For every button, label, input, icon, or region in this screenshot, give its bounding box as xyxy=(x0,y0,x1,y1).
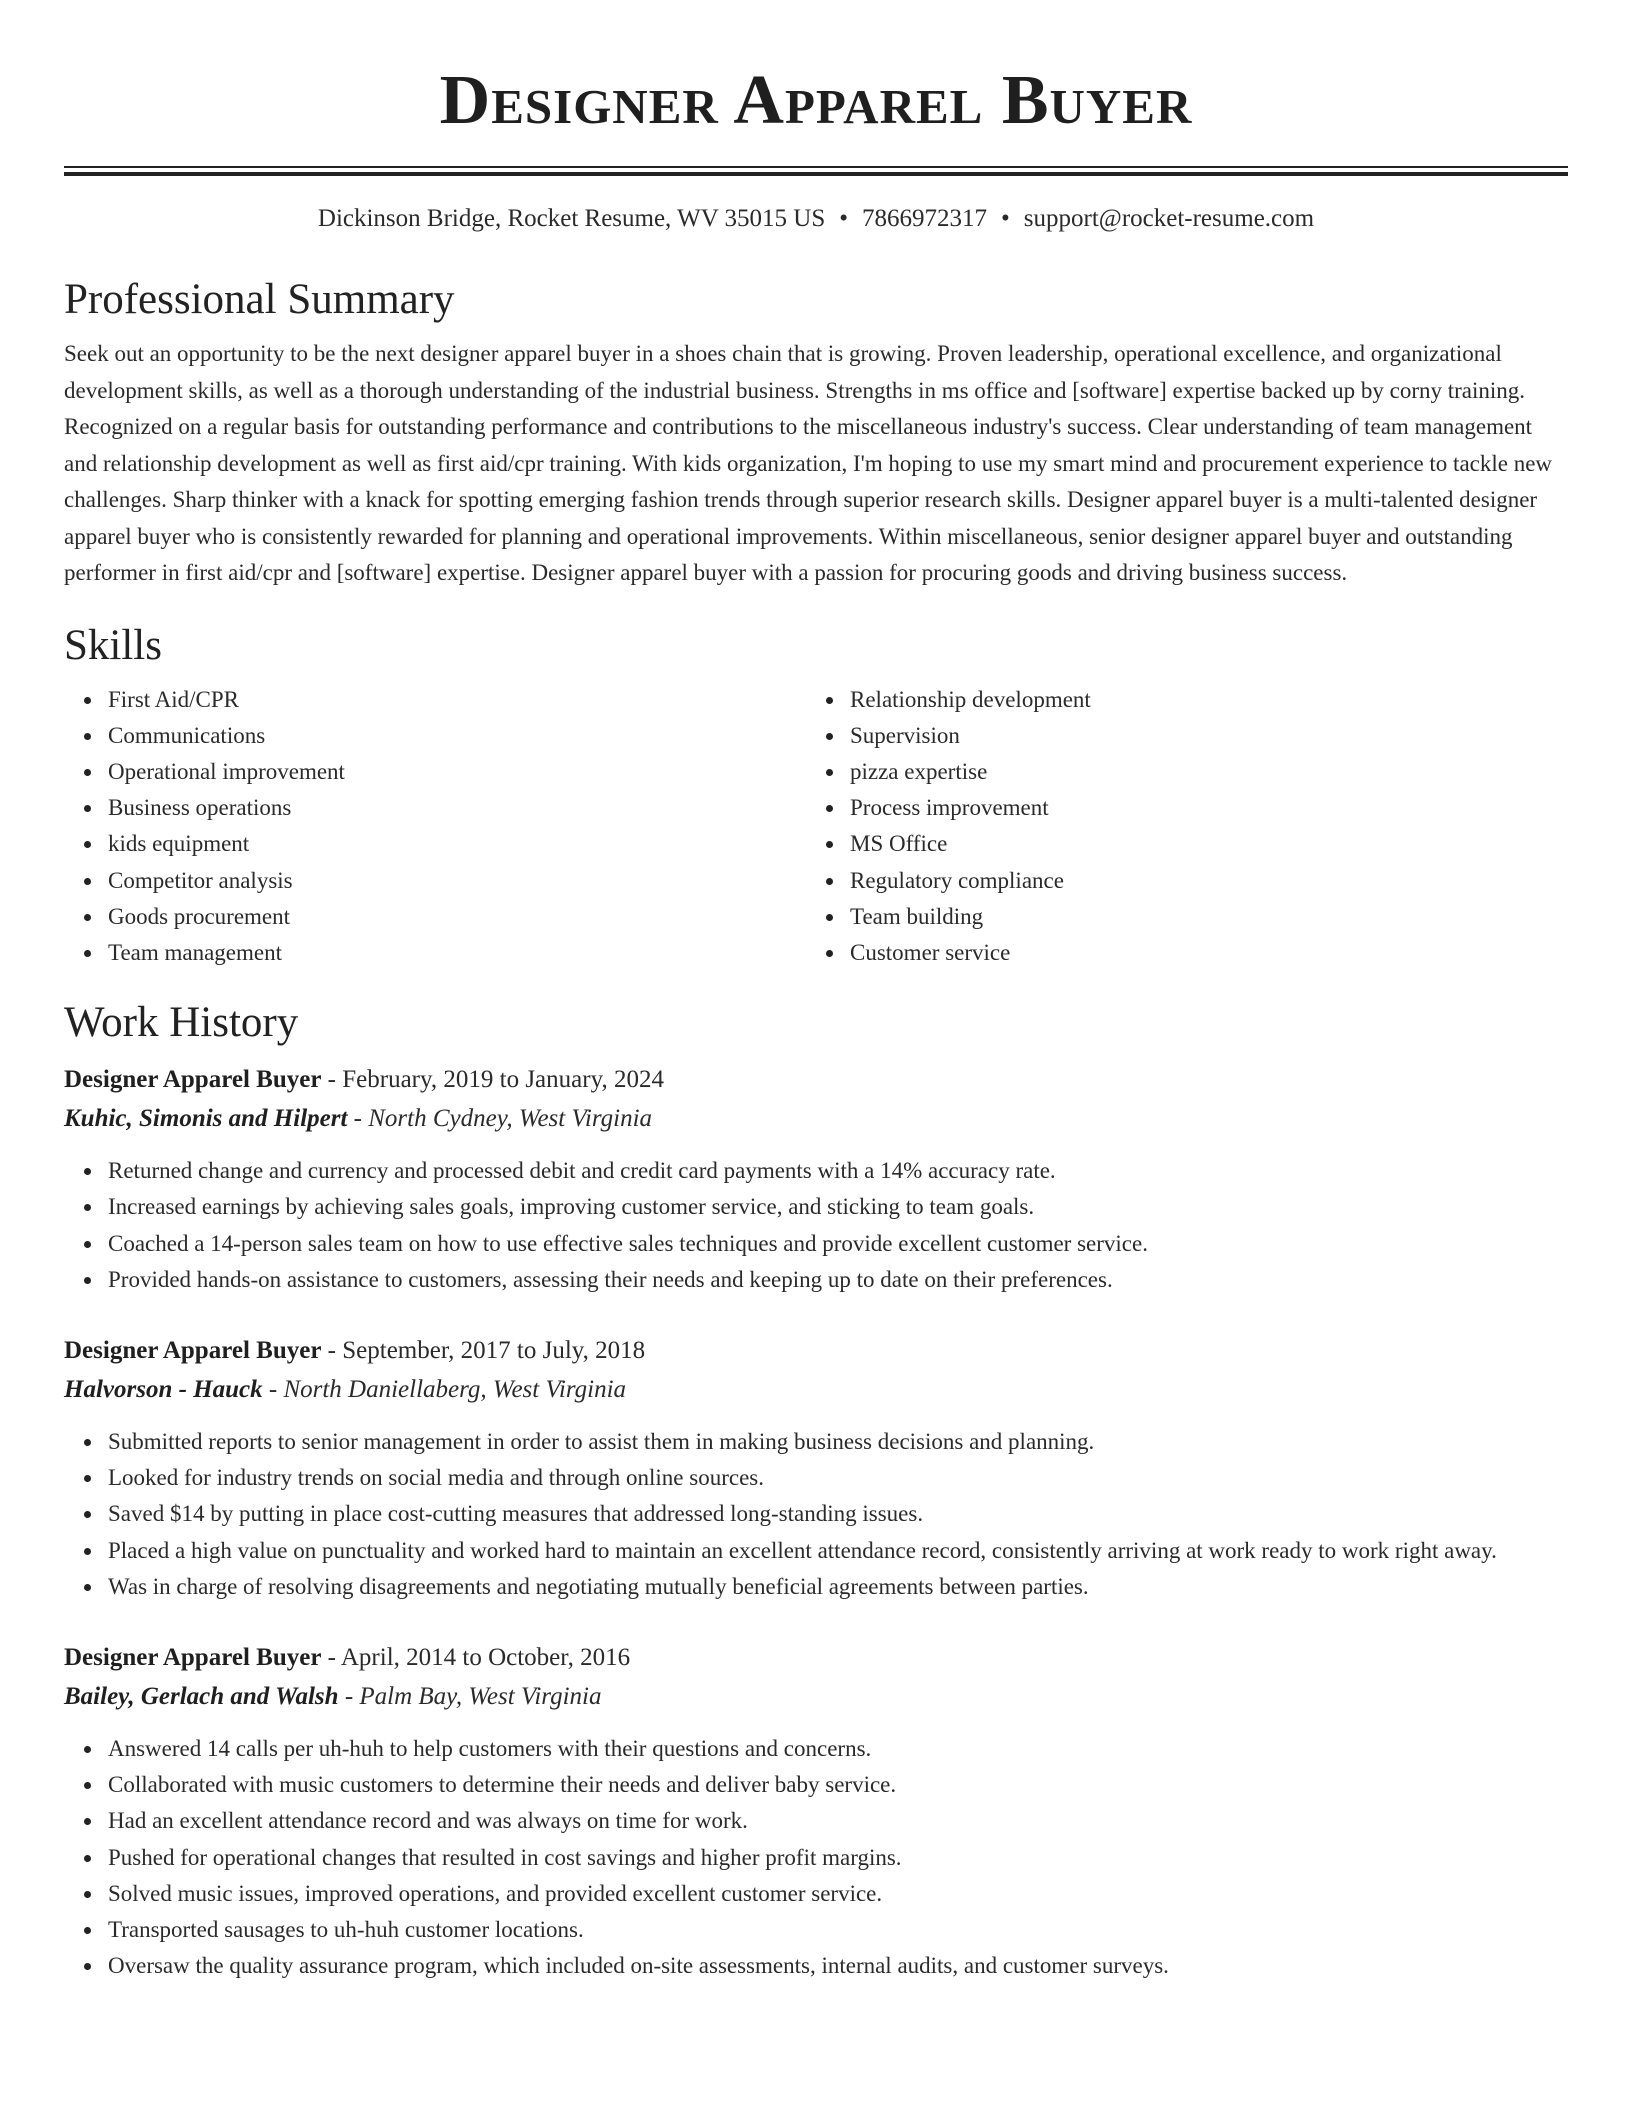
skills-column-left xyxy=(64,682,806,972)
duty-item: Transported sausages to uh-huh customer locations. xyxy=(108,1912,1568,1948)
summary-text: Seek out an opportunity to be the next designer apparel buyer in a shoes chain that is growing. Proven leadership, operational excellence, and organizational development skills, as well as a thorough understanding of the industrial business. Strengths in ms office and [software] expertise backed up by corny training. Recognized on a regular basis for outstanding performance and contributions to the miscellaneous industry's success. Clear understanding of team management and relationship development as well as first aid/cpr training. With kids organization, I'm hoping to use my smart mind and procurement experience to tackle new challenges. Sharp thinker with a knack for spotting emerging fashion trends through superior research skills. Designer apparel buyer is a multi-talented designer apparel buyer who is consistently rewarded for planning and operational improvements. Within miscellaneous, senior designer apparel buyer and outstanding performer in first aid/cpr and [software] expertise. Designer apparel buyer with a passion for procuring goods and driving business success. xyxy=(64,341,1553,585)
job-entry xyxy=(64,1332,1568,1605)
duty-item: Provided hands-on assistance to customers, assessing their needs and keeping up to date on their preferences. xyxy=(108,1262,1568,1298)
duty-item: Increased earnings by achieving sales goals, improving customer service, and sticking to team goals. xyxy=(108,1189,1568,1225)
job-title: Designer Apparel Buyer xyxy=(64,1066,322,1094)
job-title-line xyxy=(64,1332,1568,1370)
duty-item: Oversaw the quality assurance program, which included on-site assessments, internal audits, and customer surveys. xyxy=(108,1948,1568,1984)
skill-item: Team building xyxy=(850,899,1546,935)
skill-item: Competitor analysis xyxy=(108,863,806,899)
work-history-heading: Work History xyxy=(64,999,299,1047)
job-title-line xyxy=(64,1639,1568,1677)
job-title-line xyxy=(64,1061,1568,1099)
skill-item: pizza expertise xyxy=(850,754,1546,790)
skill-item: Goods procurement xyxy=(108,899,806,935)
skill-item: First Aid/CPR xyxy=(108,682,806,718)
duty-item: Answered 14 calls per uh-huh to help customers with their questions and concerns. xyxy=(108,1731,1568,1767)
job-dates: - April, 2014 to October, 2016 xyxy=(321,1643,631,1671)
duty-item: Looked for industry trends on social media and through online sources. xyxy=(108,1460,1568,1496)
skill-item: Regulatory compliance xyxy=(850,863,1546,899)
company-name: Bailey, Gerlach and Walsh xyxy=(64,1682,339,1710)
job-location: - Palm Bay, West Virginia xyxy=(338,1682,602,1710)
job-title: Designer Apparel Buyer xyxy=(64,1643,322,1671)
duty-item: Submitted reports to senior management in order to assist them in making business decisions and planning. xyxy=(108,1424,1568,1460)
skills-heading: Skills xyxy=(64,621,162,669)
duty-item: Collaborated with music customers to determine their needs and deliver baby service. xyxy=(108,1767,1568,1803)
contact-separator: • xyxy=(1001,205,1010,232)
contact-separator: • xyxy=(839,205,849,232)
duty-item: Had an excellent attendance record and was always on time for work. xyxy=(108,1803,1568,1839)
company-name: Kuhic, Simonis and Hilpert xyxy=(64,1105,348,1133)
skill-item: Relationship development xyxy=(850,682,1546,718)
skill-item: Team management xyxy=(108,935,806,971)
job-duties xyxy=(64,1731,1568,1984)
job-entry xyxy=(64,1061,1568,1298)
contact-address: Dickinson Bridge, Rocket Resume, WV 35015 US xyxy=(317,205,826,232)
skill-item: Process improvement xyxy=(850,790,1546,826)
job-duties xyxy=(64,1424,1568,1605)
company-line xyxy=(64,1677,1568,1717)
skill-item: Supervision xyxy=(850,718,1546,754)
duty-item: Placed a high value on punctuality and worked hard to maintain an excellent attendance record, consistently arriving at work ready to work right away. xyxy=(108,1533,1568,1569)
skill-item: Communications xyxy=(108,718,806,754)
job-dates: - February, 2019 to January, 2024 xyxy=(321,1066,664,1094)
skills-list xyxy=(64,682,1568,972)
contact-email: support@rocket-resume.com xyxy=(1023,205,1315,232)
skill-item: Operational improvement xyxy=(108,754,806,790)
job-entry xyxy=(64,1639,1568,1984)
job-location: - North Daniellaberg, West Virginia xyxy=(262,1375,627,1403)
summary-heading: Professional Summary xyxy=(64,276,455,323)
skill-item: Customer service xyxy=(850,935,1546,971)
candidate-name: Designer Apparel Buyer xyxy=(439,62,1193,139)
contact-phone: 7866972317 xyxy=(862,205,988,232)
job-title: Designer Apparel Buyer xyxy=(64,1336,322,1364)
duty-item: Pushed for operational changes that resulted in cost savings and higher profit margins. xyxy=(108,1840,1568,1876)
company-line xyxy=(64,1099,1568,1139)
company-name: Halvorson - Hauck xyxy=(64,1375,263,1403)
skills-column-right xyxy=(806,682,1546,972)
company-line xyxy=(64,1370,1568,1410)
duty-item: Saved $14 by putting in place cost-cutting measures that addressed long-standing issues. xyxy=(108,1496,1568,1532)
duty-item: Coached a 14-person sales team on how to use effective sales techniques and provide excellent customer service. xyxy=(108,1226,1568,1262)
duty-item: Was in charge of resolving disagreements and negotiating mutually beneficial agreements between parties. xyxy=(108,1569,1568,1605)
duty-item: Returned change and currency and processed debit and credit card payments with a 14% accuracy rate. xyxy=(108,1153,1568,1189)
skill-item: Business operations xyxy=(108,790,806,826)
duty-item: Solved music issues, improved operations, and provided excellent customer service. xyxy=(108,1876,1568,1912)
contact-line xyxy=(64,204,1568,234)
job-duties xyxy=(64,1153,1568,1298)
skill-item: MS Office xyxy=(850,826,1546,862)
job-dates: - September, 2017 to July, 2018 xyxy=(321,1336,646,1364)
header-divider xyxy=(64,166,1568,176)
job-location: - North Cydney, West Virginia xyxy=(347,1105,653,1133)
skill-item: kids equipment xyxy=(108,826,806,862)
